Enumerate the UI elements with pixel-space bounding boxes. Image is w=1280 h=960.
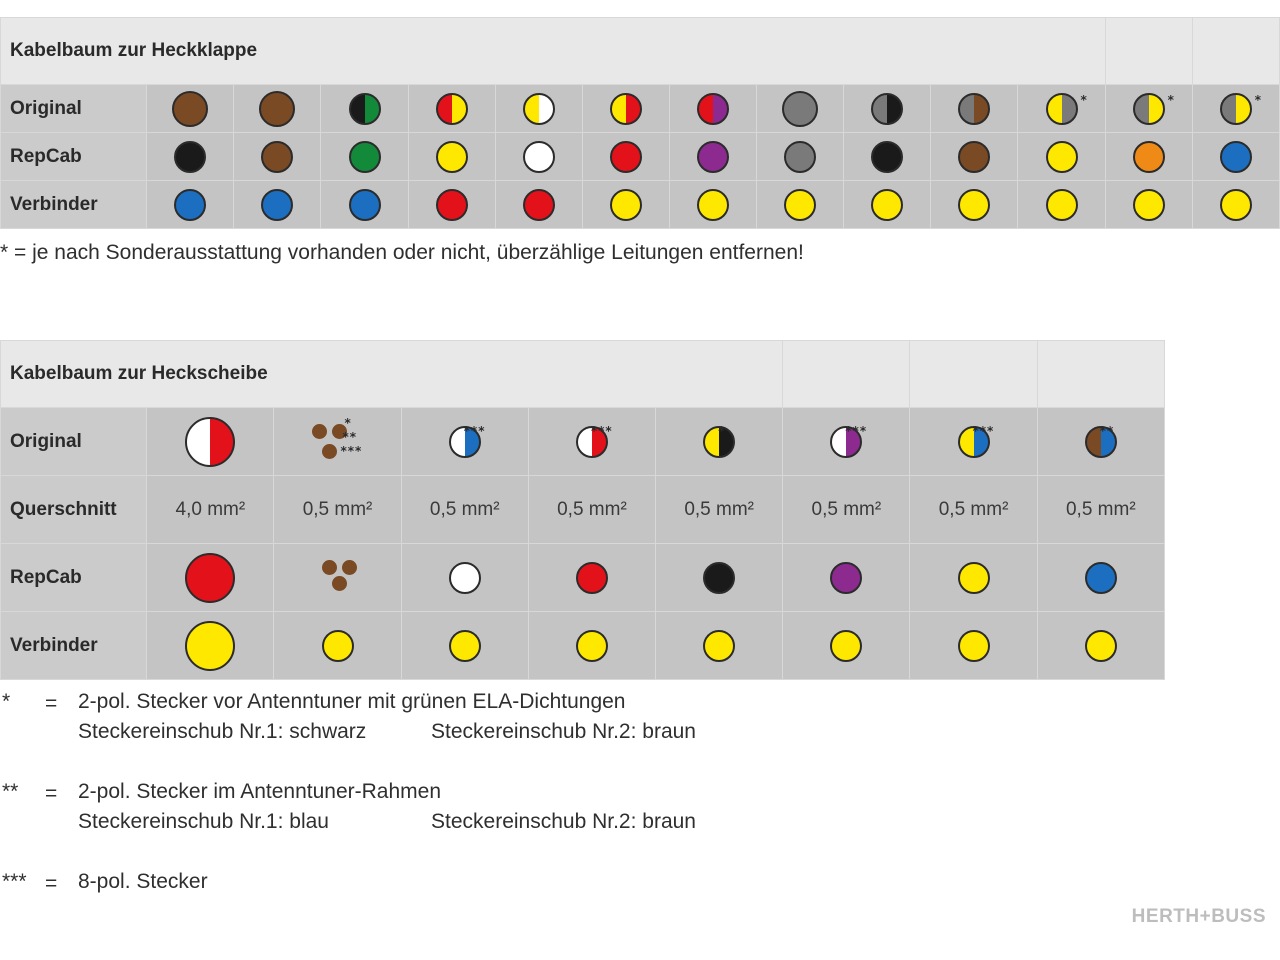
brown-wire-cluster-icon (312, 556, 364, 600)
footnote-star-mark: * (1080, 93, 1088, 107)
footnote-star-mark: *** (340, 444, 363, 458)
grey-black-wire-dot-icon (871, 93, 903, 125)
table-cell (669, 133, 756, 181)
black-wire-dot-icon (174, 141, 206, 173)
table-cell (757, 133, 844, 181)
note-2-symbol: ** (2, 780, 19, 803)
heckscheibe-title: Kabelbaum zur Heckscheibe (1, 341, 783, 408)
footnote-star-mark: * (1254, 93, 1263, 107)
brown-wire-dot-icon (342, 560, 357, 575)
note-1-line2b: Steckereinschub Nr.2: braun (431, 720, 696, 743)
white-wire-dot-icon (449, 562, 481, 594)
yellow-wire-dot-icon (610, 189, 642, 221)
yellow-wire-dot-icon (703, 630, 735, 662)
cross-section-value: 4,0 mm² (147, 476, 274, 544)
table-cell (783, 544, 910, 612)
yellow-wire-dot-icon (958, 630, 990, 662)
row-label-repcab: RepCab (1, 544, 147, 612)
brown-wire-dot-icon (332, 576, 347, 591)
footnote-star-mark: ** (342, 430, 358, 444)
table-cell (408, 181, 495, 229)
brown-wire-dot-icon (172, 91, 208, 127)
table-cell (147, 544, 274, 612)
table-cell (1105, 181, 1192, 229)
table-cell (147, 408, 274, 476)
heckklappe-title: Kabelbaum zur Heckklappe (1, 18, 1106, 85)
heckscheibe-table (0, 340, 1165, 680)
brown-wire-dot-icon (259, 91, 295, 127)
yellow-grey-wire-dot-icon (1046, 93, 1078, 125)
table-cell (1037, 408, 1164, 476)
table-cell (844, 85, 931, 133)
grey-brown-wire-dot-icon (958, 93, 990, 125)
red-yellow-wire-dot-icon (436, 93, 468, 125)
table-cell (401, 612, 528, 680)
note-2-line2b: Steckereinschub Nr.2: braun (431, 810, 696, 833)
table-cell (495, 85, 582, 133)
green-wire-dot-icon (349, 141, 381, 173)
table-cell (1018, 85, 1105, 133)
table-cell (321, 85, 408, 133)
heckscheibe-original-row (1, 408, 1165, 476)
heckklappe-header-row (1, 18, 1280, 85)
note-2-line2a: Steckereinschub Nr.1: blau (78, 810, 329, 833)
table-cell (401, 408, 528, 476)
row-label-repcab: RepCab (1, 133, 147, 181)
note-2-line1: 2-pol. Stecker im Antenntuner-Rahmen (78, 780, 442, 803)
heckscheibe-header-row (1, 341, 1165, 408)
cross-section-value: 0,5 mm² (401, 476, 528, 544)
footnote-star-mark: *** (590, 424, 613, 438)
table-cell (931, 85, 1018, 133)
grey-yellow-wire-dot-icon (1220, 93, 1252, 125)
brown-wire-dot-icon (261, 141, 293, 173)
blue-wire-dot-icon (1220, 141, 1252, 173)
cross-section-value: 0,5 mm² (274, 476, 401, 544)
table-cell (582, 181, 669, 229)
heckklappe-verbinder-row (1, 181, 1280, 229)
table-cell (783, 408, 910, 476)
table-cell (274, 612, 401, 680)
table-cell (910, 612, 1037, 680)
red-wire-dot-icon (576, 562, 608, 594)
row-label-original: Original (1, 408, 147, 476)
note-3-line1: 8-pol. Stecker (78, 870, 208, 893)
table-cell (528, 408, 655, 476)
heckklappe-repcab-row (1, 133, 1280, 181)
table-cell (1192, 181, 1279, 229)
black-wire-dot-icon (871, 141, 903, 173)
table-cell (528, 612, 655, 680)
table-cell (401, 544, 528, 612)
table-cell (656, 612, 783, 680)
note-2-equals: = (45, 782, 58, 805)
table-cell (274, 544, 401, 612)
table-cell (495, 181, 582, 229)
heckscheibe-repcab-row (1, 544, 1165, 612)
table-cell (321, 181, 408, 229)
yellow-wire-dot-icon (697, 189, 729, 221)
yellow-wire-dot-icon (436, 141, 468, 173)
yellow-red-wire-dot-icon (610, 93, 642, 125)
heckklappe-original-row (1, 85, 1280, 133)
grey-yellow-wire-dot-icon (1133, 93, 1165, 125)
row-label-verbinder: Verbinder (1, 612, 147, 680)
table-cell (528, 544, 655, 612)
table-cell (783, 612, 910, 680)
table-cell (1037, 612, 1164, 680)
yellow-wire-dot-icon (830, 630, 862, 662)
table-cell (1018, 133, 1105, 181)
blue-wire-dot-icon (1085, 562, 1117, 594)
table-cell (234, 133, 321, 181)
note-3-symbol: *** (2, 870, 27, 893)
table-cell (844, 133, 931, 181)
table-cell (1192, 133, 1279, 181)
table-cell (408, 133, 495, 181)
yellow-wire-dot-icon (1085, 630, 1117, 662)
footnote-star-mark: *** (972, 424, 995, 438)
blue-wire-dot-icon (261, 189, 293, 221)
cross-section-value: 0,5 mm² (783, 476, 910, 544)
table-cell (582, 133, 669, 181)
brown-wire-dot-icon (322, 444, 337, 459)
orange-wire-dot-icon (1133, 141, 1165, 173)
cross-section-value: 0,5 mm² (528, 476, 655, 544)
note-1-symbol: * (2, 690, 11, 713)
black-green-wire-dot-icon (349, 93, 381, 125)
table-cell (582, 85, 669, 133)
table-cell (408, 85, 495, 133)
yellow-wire-dot-icon (1046, 189, 1078, 221)
table-cell (1018, 181, 1105, 229)
table-cell (910, 544, 1037, 612)
herth-buss-logo: HERTH+BUSS (1131, 906, 1266, 927)
heckscheibe-verbinder-row (1, 612, 1165, 680)
yellow-wire-dot-icon (958, 189, 990, 221)
yellow-wire-dot-icon (322, 630, 354, 662)
table-cell (1105, 85, 1192, 133)
red-wire-dot-icon (523, 189, 555, 221)
note-1-line2a: Steckereinschub Nr.1: schwarz (78, 720, 367, 743)
red-wire-dot-icon (610, 141, 642, 173)
table-cell (1192, 85, 1279, 133)
grey-wire-dot-icon (782, 91, 818, 127)
red-purple-wire-dot-icon (697, 93, 729, 125)
yellow-white-wire-dot-icon (523, 93, 555, 125)
table-cell (757, 85, 844, 133)
table-cell (669, 181, 756, 229)
red-wire-dot-icon (185, 553, 235, 603)
footnote-star-mark: * (718, 424, 726, 438)
table-cell (274, 408, 401, 476)
heckklappe-footnote: * = je nach Sonderausstattung vorhanden oder nicht, überzählige Leitungen entfernen! (0, 241, 804, 264)
note-3-equals: = (45, 872, 58, 895)
red-wire-dot-icon (436, 189, 468, 221)
footnote-star-mark: *** (463, 424, 486, 438)
table-cell (844, 181, 931, 229)
footnote-star-mark: ** (1099, 424, 1115, 438)
table-cell (931, 181, 1018, 229)
white-red-wire-dot-icon (185, 417, 235, 467)
note-1-line1: 2-pol. Stecker vor Antenntuner mit grünen ELA-Dichtungen (78, 690, 626, 713)
yellow-wire-dot-icon (784, 189, 816, 221)
table-cell (1105, 133, 1192, 181)
note-1-equals: = (45, 692, 58, 715)
table-cell (757, 181, 844, 229)
blue-wire-dot-icon (174, 189, 206, 221)
brown-wire-dot-icon (312, 424, 327, 439)
footnote-star-mark: * (344, 416, 352, 430)
yellow-wire-dot-icon (1133, 189, 1165, 221)
table-cell (321, 133, 408, 181)
grey-wire-dot-icon (784, 141, 816, 173)
table-cell (234, 85, 321, 133)
table-cell (147, 133, 234, 181)
brown-wire-dot-icon (958, 141, 990, 173)
table-cell (669, 85, 756, 133)
yellow-wire-dot-icon (576, 630, 608, 662)
yellow-wire-dot-icon (871, 189, 903, 221)
table-cell (656, 544, 783, 612)
white-wire-dot-icon (523, 141, 555, 173)
table-cell (147, 612, 274, 680)
table-cell (147, 181, 234, 229)
cross-section-value: 0,5 mm² (1037, 476, 1164, 544)
row-label-original: Original (1, 85, 147, 133)
yellow-wire-dot-icon (1046, 141, 1078, 173)
purple-wire-dot-icon (830, 562, 862, 594)
heckklappe-table (0, 17, 1280, 229)
table-cell (234, 181, 321, 229)
row-label-querschnitt: Querschnitt (1, 476, 147, 544)
yellow-wire-dot-icon (958, 562, 990, 594)
table-cell (1037, 544, 1164, 612)
footnote-star-mark: *** (845, 424, 868, 438)
yellow-wire-dot-icon (185, 621, 235, 671)
black-wire-dot-icon (703, 562, 735, 594)
yellow-wire-dot-icon (1220, 189, 1252, 221)
heckscheibe-querschnitt-row (1, 476, 1165, 544)
row-label-verbinder: Verbinder (1, 181, 147, 229)
footnote-star-mark: * (1167, 93, 1175, 107)
table-cell (495, 133, 582, 181)
table-cell (910, 408, 1037, 476)
cross-section-value: 0,5 mm² (910, 476, 1037, 544)
brown-wire-dot-icon (322, 560, 337, 575)
table-cell (931, 133, 1018, 181)
yellow-wire-dot-icon (449, 630, 481, 662)
blue-wire-dot-icon (349, 189, 381, 221)
table-cell (656, 408, 783, 476)
purple-wire-dot-icon (697, 141, 729, 173)
table-cell (147, 85, 234, 133)
cross-section-value: 0,5 mm² (656, 476, 783, 544)
